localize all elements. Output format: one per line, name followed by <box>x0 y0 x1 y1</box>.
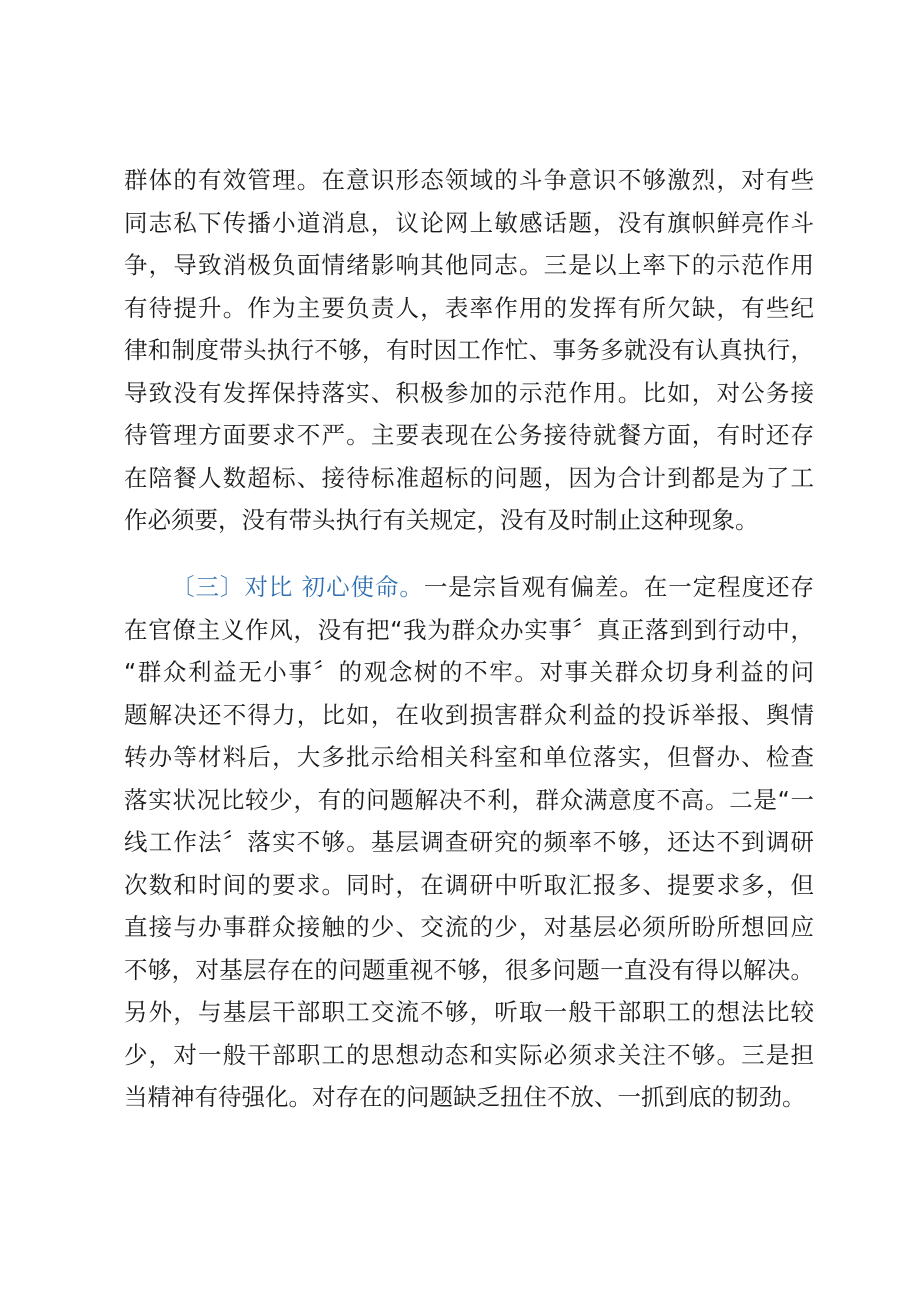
text-line: 转办等材料后，大多批示给相关科室和单位落实，但督办、检查 <box>124 743 814 771</box>
text-line: 不够，对基层存在的问题重视不够，很多问题一直没有得以解决。 <box>124 955 814 984</box>
section-heading: 〔三〕对比 初心使命。 <box>171 573 424 601</box>
text-line: 在陪餐人数超标、接待标准超标的问题，因为合计到都是为了工 <box>124 463 814 492</box>
text-line: 题解决还不得力，比如，在收到损害群众利益的投诉举报、舆情 <box>124 700 814 729</box>
text-line: 群体的有效管理。在意识形态领域的斗争意识不够激烈，对有些 <box>124 166 814 194</box>
text-line: 少，对一般干部职工的思想动态和实际必须求关注不够。三是担 <box>124 1040 814 1069</box>
text-line: 争，导致消极负面情绪影响其他同志。三是以上率下的示范作用 <box>124 251 814 279</box>
paragraph-first-line <box>124 566 814 609</box>
text-line: “群众利益无小事〞的观念树的不牢。对事关群众切身利益的问 <box>124 658 814 686</box>
text-line: 落实状况比较少，有的问题解决不利，群众满意度不高。二是“一 <box>124 785 814 814</box>
text-line: 有待提升。作为主要负责人，表率作用的发挥有所欠缺，有些纪 <box>124 293 814 322</box>
text-line: 直接与办事群众接触的少、交流的少，对基层必须所盼所想回应 <box>124 913 814 941</box>
text-line: 作必须要，没有带头执行有关规定，没有及时制止这种现象。 <box>124 506 759 534</box>
paragraph-1 <box>124 159 814 542</box>
text-line: 导致没有发挥保持落实、积极参加的示范作用。比如，对公务接 <box>124 378 814 407</box>
text-line: 另外，与基层干部职工交流不够，听取一般干部职工的想法比较 <box>124 998 814 1026</box>
text-line: 线工作法〞落实不够。基层调查研究的频率不够，还达不到调研 <box>124 828 814 856</box>
text-line: 次数和时间的要求。同时，在调研中听取汇报多、提要求多，但 <box>124 870 814 899</box>
text-line: 当精神有待强化。对存在的问题缺乏扭住不放、一抓到底的韧劲。 <box>124 1083 806 1111</box>
text-segment: 一是宗旨观有偏差。在一定程度还存 <box>423 573 814 601</box>
text-line: 在官僚主义作风，没有把“我为群众办实事〞真正落到到行动中， <box>124 615 814 644</box>
text-line: 同志私下传播小道消息，议论网上敏感话题，没有旗帜鲜亮作斗 <box>124 208 814 237</box>
text-line: 律和制度带头执行不够，有时因工作忙、事务多就没有认真执行， <box>124 336 814 364</box>
text-line: 待管理方面要求不严。主要表现在公务接待就餐方面，有时还存 <box>124 421 814 449</box>
paragraph-2 <box>124 566 814 1119</box>
